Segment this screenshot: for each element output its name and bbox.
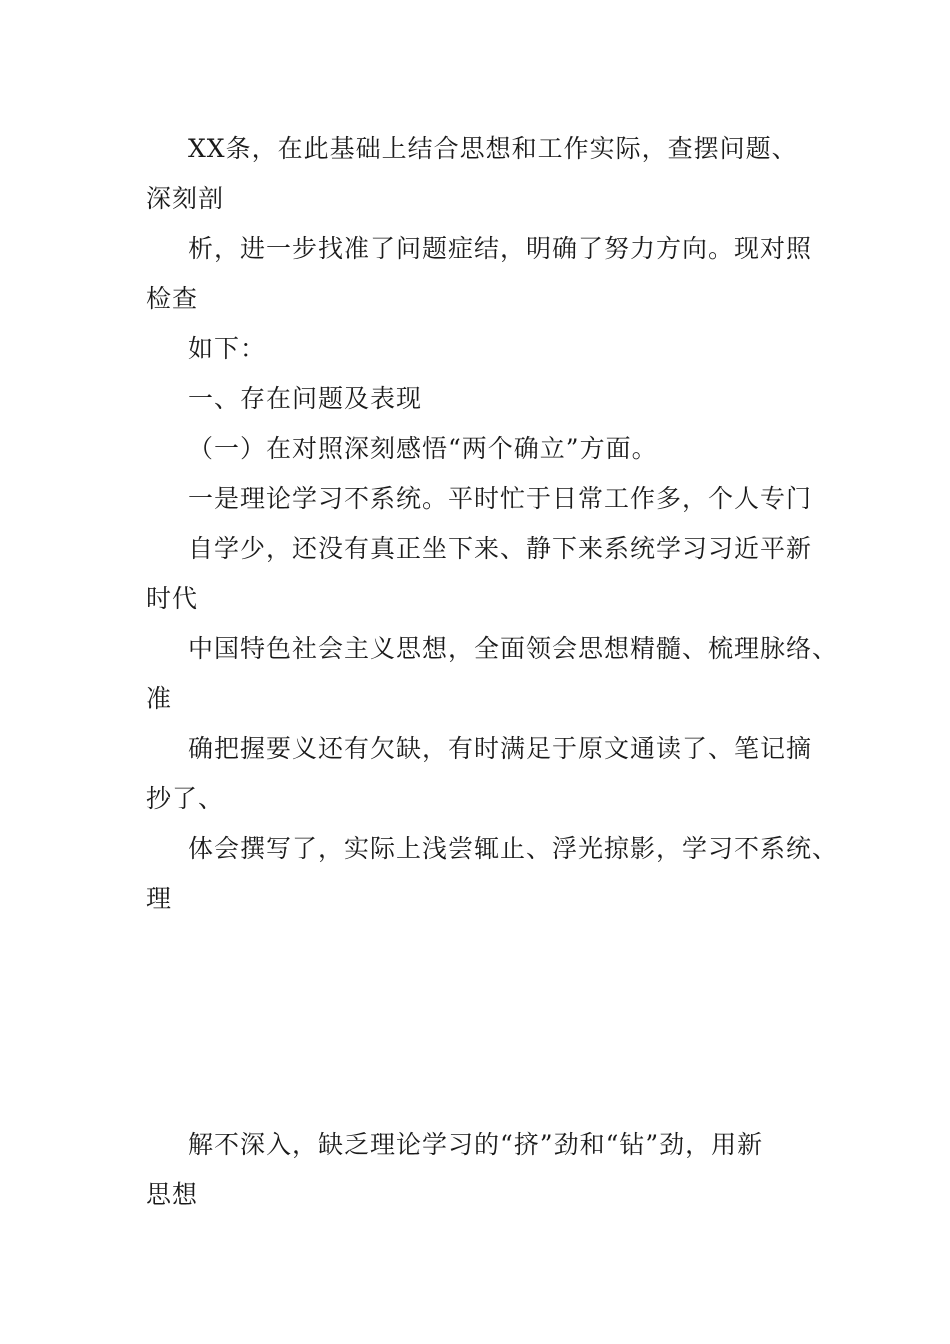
paragraph-line: 中国特色社会主义思想，全面领会思想精髓、梳理脉络、 [188, 634, 839, 663]
paragraph-line: 确把握要义还有欠缺，有时满足于原文通读了、笔记摘 [188, 734, 813, 763]
paragraph-line: 思想 [146, 1180, 199, 1209]
paragraph-line: 体会撰写了，实际上浅尝辄止、浮光掠影，学习不系统、 [188, 834, 839, 863]
paragraph-line: 自学少，还没有真正坐下来、静下来系统学习习近平新 [188, 534, 813, 563]
paragraph-line: 准 [146, 684, 173, 713]
paragraph-line: 如下： [188, 334, 267, 363]
paragraph-line: 深刻剖 [146, 184, 225, 213]
section-heading: 一、存在问题及表现 [188, 384, 423, 413]
paragraph-line: 时代 [146, 584, 199, 613]
paragraph-line: 理 [146, 884, 173, 913]
subsection-heading: （一）在对照深刻感悟“两个确立”方面。 [188, 434, 658, 463]
paragraph-line: XX条，在此基础上结合思想和工作实际，查摆问题、 [188, 134, 798, 163]
paragraph-line: 抄了、 [146, 784, 225, 813]
paragraph-line: 解不深入，缺乏理论学习的“挤”劲和“钻”劲，用新 [188, 1130, 764, 1159]
paragraph-line: 析，进一步找准了问题症结，明确了努力方向。现对照 [188, 234, 813, 263]
paragraph-line: 一是理论学习不系统。平时忙于日常工作多，个人专门 [188, 484, 813, 513]
paragraph-line: 检查 [146, 284, 199, 313]
